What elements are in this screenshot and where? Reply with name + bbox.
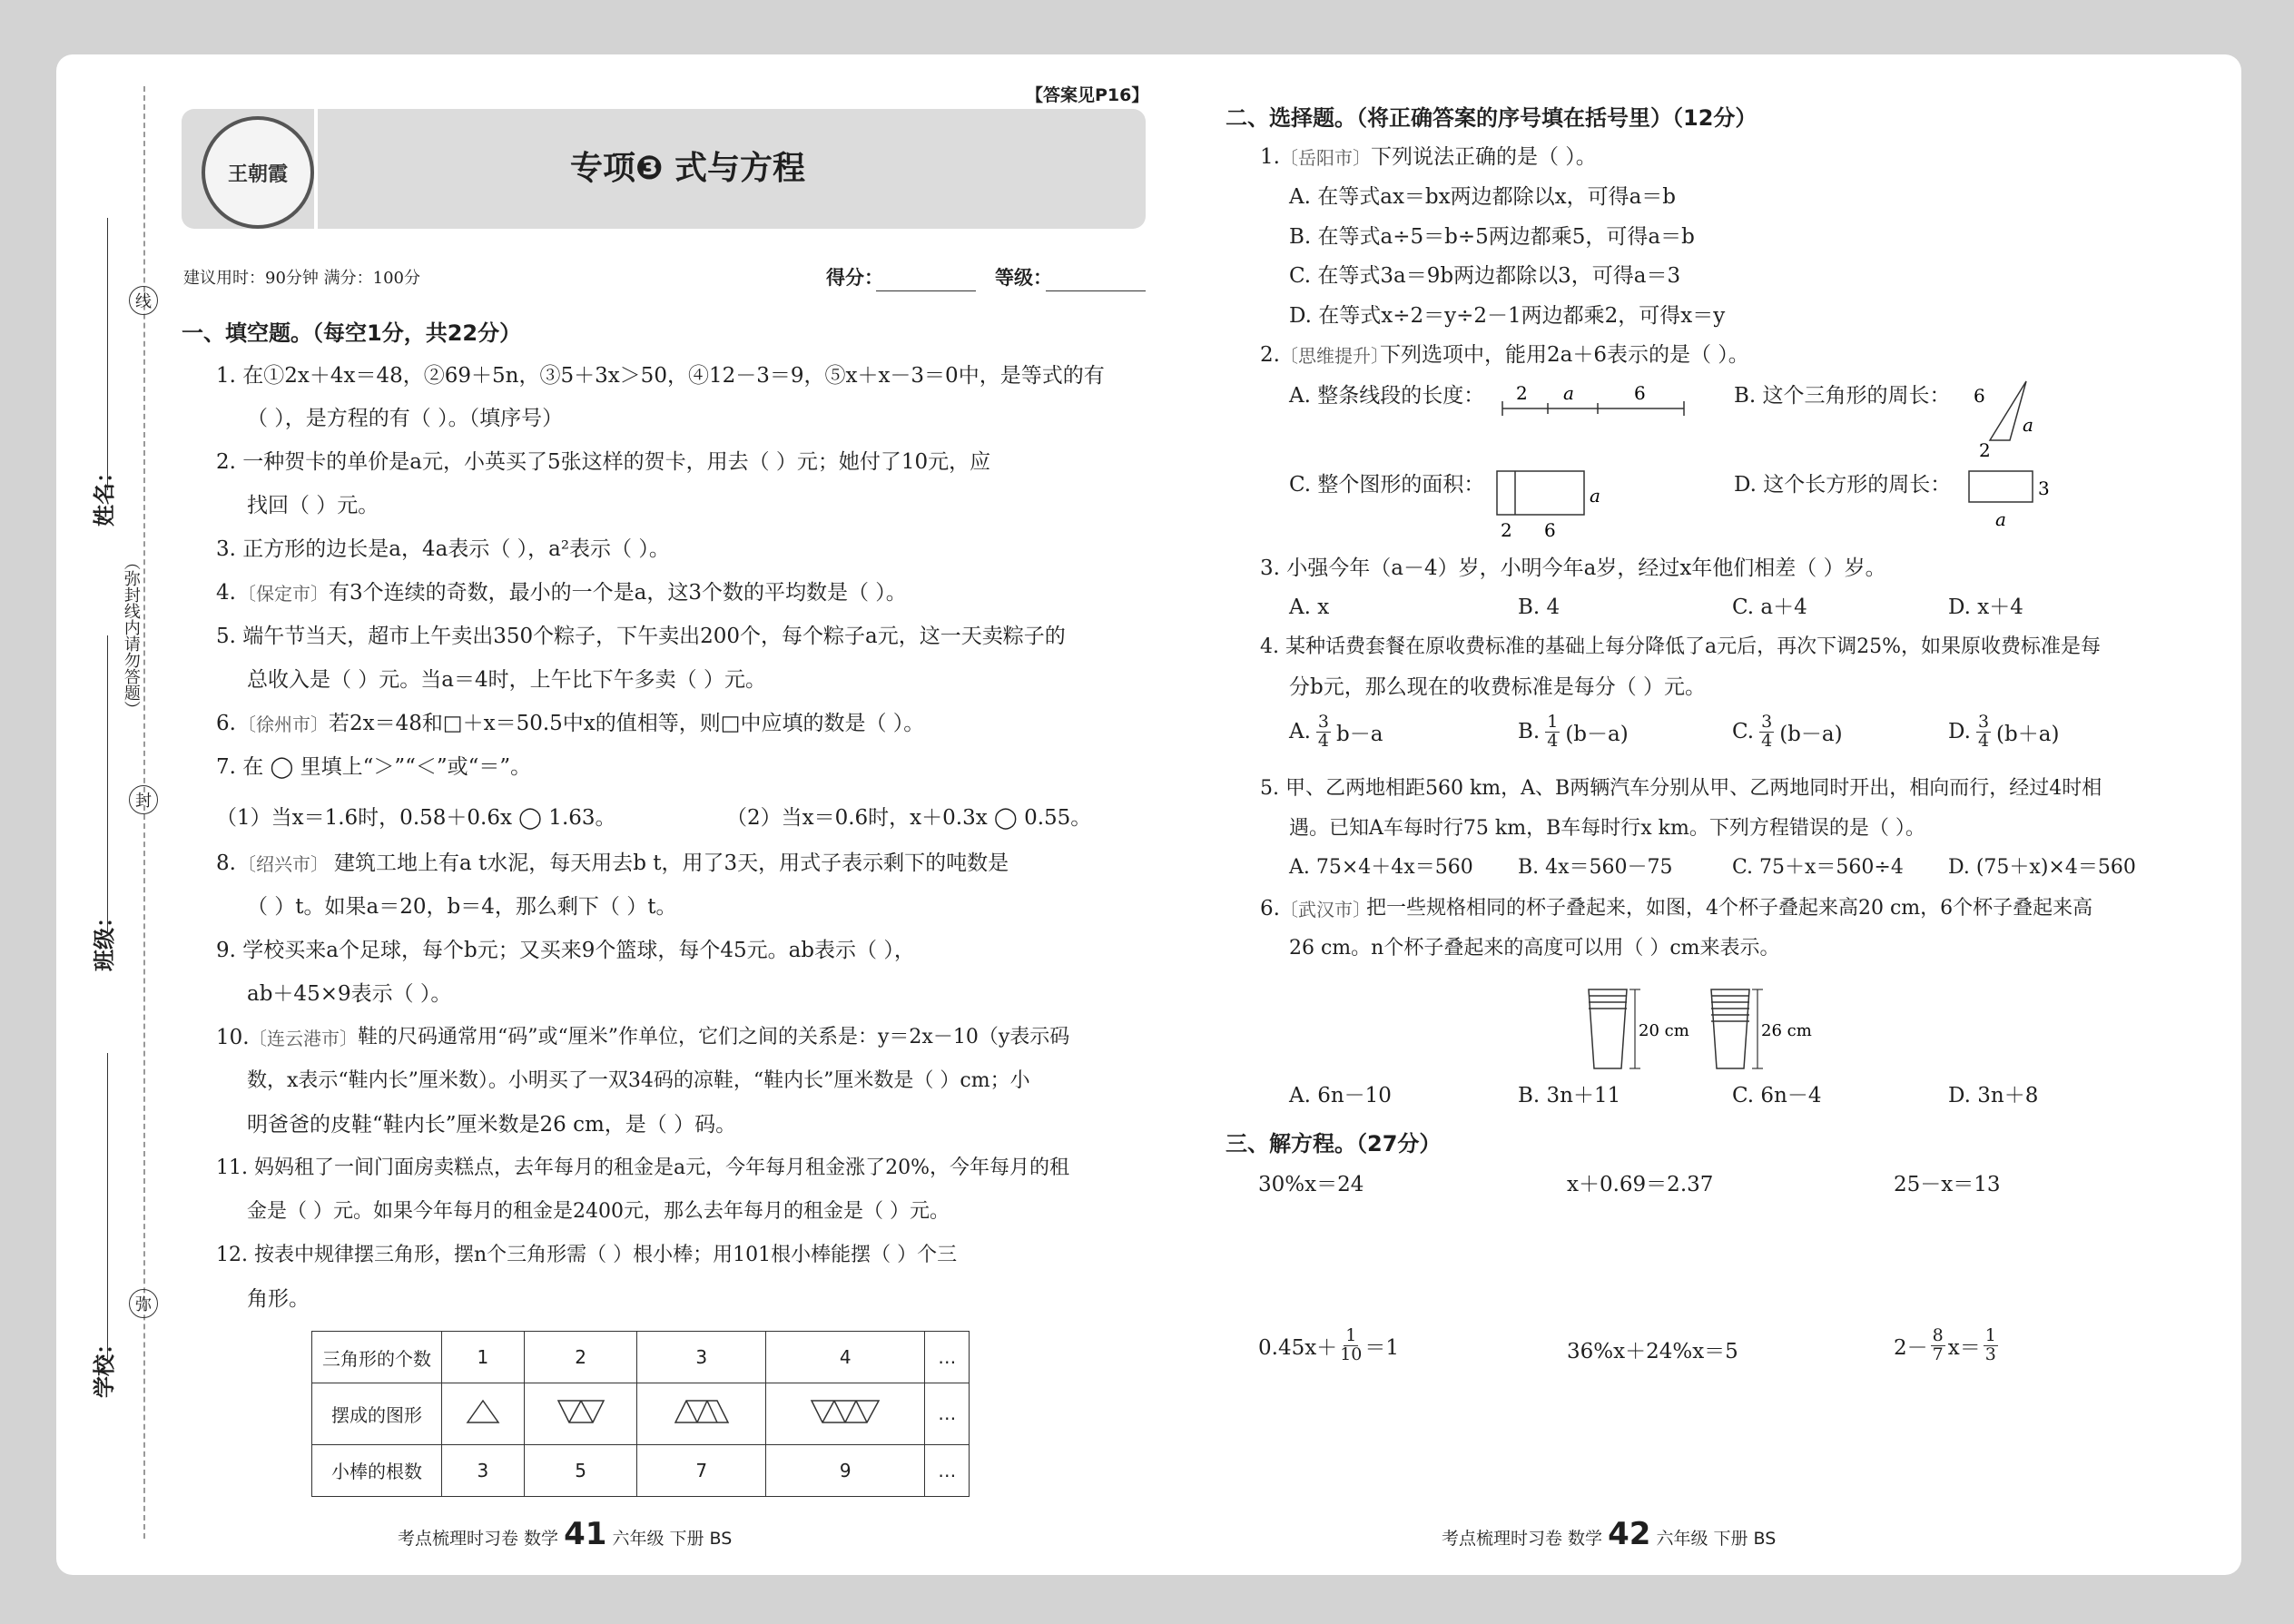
fraction-denominator: 4 <box>1977 730 1990 751</box>
s2-q1-tag: 〔岳阳市〕 <box>1280 147 1371 169</box>
option-expression: b－a <box>1336 722 1383 746</box>
s2-q6-line1: 把一些规格相同的杯子叠起来，如图，4个杯子叠起来高20 cm，6个杯子叠起来高 <box>1366 897 2093 920</box>
s2-q2: 下列选项中，能用2a＋6表示的是（ ）。 <box>1380 343 1749 367</box>
equation-6 <box>1894 1327 2001 1364</box>
s2-q4-option-c <box>1732 714 1843 751</box>
fraction-numerator: 3 <box>1977 712 1990 732</box>
triangle-figure-3 <box>637 1383 766 1445</box>
answer-reference: 【答案见P16】 <box>1026 85 1149 105</box>
footer-right-label: 考点梳理时习卷 数学 <box>1442 1529 1603 1549</box>
stacked-cups-figure <box>1584 985 1838 1076</box>
fraction-denominator: 4 <box>1761 730 1773 751</box>
perimeter-label-3: 3 <box>2038 477 2050 499</box>
s2-q4-option-d <box>1948 714 2059 751</box>
s2-q1-option-a: A. 在等式ax＝bx两边都除以x，可得a＝b <box>1289 185 1677 209</box>
s2-q2-tag: 〔思维提升〕 <box>1280 345 1389 367</box>
s2-q1-option-b: B. 在等式a÷5＝b÷5两边都乘5，可得a＝b <box>1289 225 1695 249</box>
triangle-figure-4 <box>766 1383 925 1445</box>
option-expression: (b－a) <box>1779 722 1843 746</box>
segment-figure <box>1498 381 1689 418</box>
equation-2: x＋0.69＝2.37 <box>1567 1173 1714 1196</box>
table-cell: 5 <box>524 1444 637 1496</box>
s2-q3-option-b: B. 4 <box>1518 595 1561 619</box>
cup-height-26: 26 cm <box>1761 1021 1812 1040</box>
table-cell: 3 <box>637 1332 766 1383</box>
footer-right-rest: 六年级 下册 BS <box>1656 1529 1777 1549</box>
fraction-numerator: 3 <box>1761 712 1773 732</box>
equation-4-post: ＝1 <box>1364 1335 1400 1360</box>
fraction-numerator: 8 <box>1932 1325 1944 1345</box>
table-cell: 4 <box>766 1332 925 1383</box>
s2-q6-line2: 26 cm。n个杯子叠起来的高度可以用（ ）cm来表示。 <box>1289 937 1780 960</box>
triangle-figure <box>1970 377 2043 458</box>
table-cell: … <box>925 1383 970 1445</box>
q12-line1: 12. 按表中规律摆三角形，摆n个三角形需（ ）根小棒；用101根小棒能摆（ ）个三 <box>216 1244 958 1266</box>
s2-q1: 下列说法正确的是（ ）。 <box>1371 145 1597 169</box>
margin-seal-2: 封 <box>129 785 158 814</box>
table-cell: 1 <box>442 1332 525 1383</box>
s2-q4-line2: 分b元，那么现在的收费标准是每分（ ）元。 <box>1289 675 1707 699</box>
s2-q4-line1: 4. 某种话费套餐在原收费标准的基础上每分降低了a元后，再次下调25%，如果原收费标准是每 <box>1260 635 2102 658</box>
q1-line1: 1. 在①2x＋4x＝48，②69＋5n，③5＋3x＞50，④12－3＝9，⑤x＋x－3＝0中，是等式的有 <box>216 364 1105 388</box>
suggest-time: 建议用时：90分钟 满分：100分 <box>183 269 420 288</box>
triangle-label-a: a <box>2023 414 2033 436</box>
s2-q5-option-b: B. 4x＝560－75 <box>1518 856 1673 879</box>
q9-line2: ab＋45×9表示（ ）。 <box>247 982 452 1006</box>
s2-q5-line1: 5. 甲、乙两地相距560 km，A、B两辆汽车分别从甲、乙两地同时开出，相向而行，经过4时相 <box>1260 777 2102 800</box>
page-title: 专项❸ 式与方程 <box>570 150 806 187</box>
fraction-denominator: 7 <box>1932 1343 1944 1364</box>
score-label: 得分： <box>826 267 883 289</box>
footer-left-rest: 六年级 下册 BS <box>612 1529 733 1549</box>
s2-q4-option-b <box>1518 714 1629 751</box>
section1-title: 一、填空题。（每空1分，共22分） <box>182 320 522 346</box>
fraction-numerator: 3 <box>1317 712 1330 732</box>
area-label-a: a <box>1590 485 1600 507</box>
perimeter-label-a: a <box>1995 508 2006 530</box>
q4-tag: 〔保定市〕 <box>238 583 329 605</box>
equation-4 <box>1258 1327 1399 1364</box>
q12-line2: 角形。 <box>247 1287 310 1311</box>
segment-label-2: 2 <box>1516 382 1528 404</box>
margin-seal-1: 线 <box>129 286 158 315</box>
q9-line1: 9. 学校买来a个足球，每个b元；又买来9个篮球，每个45元。ab表示（ ）， <box>216 939 915 962</box>
q5-line2: 总收入是（ ）元。当a＝4时，上午比下午多卖（ ）元。 <box>247 668 766 692</box>
score-blank <box>876 290 976 291</box>
logo-text: 王朝霞 <box>227 162 288 186</box>
s2-q5-line2: 遇。已知A车每时行75 km，B车每时行x km。下列方程错误的是（ ）。 <box>1289 817 1925 840</box>
q8-number: 8. <box>216 851 236 875</box>
q1-line2: （ ），是方程的有（ ）。（填序号） <box>247 407 564 430</box>
s2-q1-number: 1. <box>1260 145 1280 169</box>
fraction-numerator: 1 <box>1984 1325 1996 1345</box>
grade-blank <box>1046 290 1146 291</box>
s2-q5-option-d: D. (75＋x)×4＝560 <box>1948 856 2136 879</box>
margin-name-label: 姓名： <box>92 461 117 527</box>
option-letter: D. <box>1948 720 1971 744</box>
q8-tag: 〔绍兴市〕 <box>238 853 329 875</box>
s2-q2-option-b: B. 这个三角形的周长： <box>1734 384 1951 408</box>
logo-badge <box>202 116 314 229</box>
q7-part1: （1）当x＝1.6时，0.58＋0.6x ◯ 1.63。 <box>216 806 616 830</box>
equation-5: 36%x＋24%x＝5 <box>1567 1340 1738 1363</box>
q2-line1: 2. 一种贺卡的单价是a元，小英买了5张这样的贺卡，用去（ ）元；她付了10元，应 <box>216 450 991 474</box>
q11-line2: 金是（ ）元。如果今年每月的租金是2400元，那么去年每月的租金是（ ）元。 <box>247 1200 950 1223</box>
q10-line1: 鞋的尺码通常用“码”或“厘米”作单位，它们之间的关系是：y＝2x－10（y表示码 <box>358 1026 1070 1048</box>
footer-left-label: 考点梳理时习卷 数学 <box>398 1529 559 1549</box>
table-row <box>312 1444 970 1496</box>
rectangle-area-figure <box>1493 468 1607 540</box>
s2-q6-option-b: B. 3n＋11 <box>1518 1084 1621 1107</box>
table-cell: … <box>925 1332 970 1383</box>
rectangle-perimeter-figure <box>1965 468 2056 531</box>
fraction-denominator: 3 <box>1984 1343 1996 1364</box>
triangle-figure-1 <box>442 1383 525 1445</box>
s2-q1-option-c: C. 在等式3a＝9b两边都除以3，可得a＝3 <box>1289 264 1681 288</box>
footer-right <box>1442 1516 1776 1552</box>
q11-line1: 11. 妈妈租了一间门面房卖糕点，去年每月的租金是a元，今年每月租金涨了20%，今年每月的租 <box>216 1156 1069 1179</box>
table-cell: … <box>925 1444 970 1496</box>
s2-q3-option-d: D. x＋4 <box>1948 595 2023 619</box>
margin-class-line <box>107 635 108 935</box>
s2-q3: 3. 小强今年（a－4）岁，小明今年a岁，经过x年他们相差（ ）岁。 <box>1260 556 1886 580</box>
q4-number: 4. <box>216 581 236 605</box>
margin-school-label: 学校： <box>92 1333 117 1398</box>
s2-q6-tag: 〔武汉市〕 <box>1280 899 1371 920</box>
triangle-figure-2 <box>524 1383 637 1445</box>
page-number-right: 42 <box>1608 1516 1651 1552</box>
q7: 7. 在 ◯ 里填上“＞”“＜”或“＝”。 <box>216 755 532 779</box>
cup-stack-4 <box>1589 989 1689 1068</box>
option-expression: (b＋a) <box>1996 722 2060 746</box>
s2-q5-option-a: A. 75×4＋4x＝560 <box>1289 856 1473 879</box>
table-cell: 三角形的个数 <box>312 1332 442 1383</box>
margin-school-line <box>107 1053 108 1362</box>
equation-1: 30%x＝24 <box>1258 1173 1364 1196</box>
q6-tag: 〔徐州市〕 <box>238 714 329 735</box>
fraction-numerator: 1 <box>1345 1325 1357 1345</box>
q4: 有3个连续的奇数，最小的一个是a，这3个数的平均数是（ ）。 <box>329 581 907 605</box>
q8-line2: （ ）t。如果a＝20，b＝4，那么剩下（ ）t。 <box>247 895 677 919</box>
table-cell: 摆成的图形 <box>312 1383 442 1445</box>
table-cell: 7 <box>637 1444 766 1496</box>
segment-label-6: 6 <box>1634 382 1646 404</box>
section3-title: 三、解方程。（27分） <box>1226 1131 1442 1156</box>
table-cell: 3 <box>442 1444 525 1496</box>
triangle-pattern-table <box>311 1331 970 1497</box>
q3: 3. 正方形的边长是a，4a表示（ ），a²表示（ ）。 <box>216 537 670 561</box>
q10-line2: 数，x表示“鞋内长”厘米数）。小明买了一双34码的凉鞋，“鞋内长”厘米数是（ ）cm；小 <box>247 1069 1030 1092</box>
q10-number: 10. <box>216 1026 250 1049</box>
table-cell: 小棒的根数 <box>312 1444 442 1496</box>
q10-line3: 明爸爸的皮鞋“鞋内长”厘米数是26 cm，是（ ）码。 <box>247 1113 737 1137</box>
q6-number: 6. <box>216 712 236 735</box>
option-letter: C. <box>1732 720 1755 744</box>
triangle-label-2: 2 <box>1979 439 1991 458</box>
logo-divider <box>314 109 318 229</box>
equation-6-mid: x＝ <box>1947 1335 1981 1360</box>
option-expression: (b－a) <box>1565 722 1629 746</box>
table-row <box>312 1332 970 1383</box>
area-label-6: 6 <box>1544 519 1556 540</box>
q10-tag: 〔连云港市〕 <box>249 1028 358 1049</box>
q2-line2: 找回（ ）元。 <box>247 494 379 517</box>
cup-stack-6 <box>1711 989 1812 1068</box>
s2-q2-option-c: C. 整个图形的面积： <box>1289 473 1485 497</box>
page-number-left: 41 <box>564 1516 607 1552</box>
table-cell: 2 <box>524 1332 637 1383</box>
s2-q4-option-a <box>1289 714 1383 751</box>
q6: 若2x＝48和□＋x＝50.5中x的值相等，则□中应填的数是（ ）。 <box>329 712 925 735</box>
s2-q5-option-c: C. 75＋x＝560÷4 <box>1732 856 1904 879</box>
option-letter: B. <box>1518 720 1541 744</box>
triangle-label-6: 6 <box>1974 385 1985 407</box>
fraction-numerator: 1 <box>1547 712 1559 732</box>
margin-class-label: 班级： <box>92 906 117 971</box>
s2-q2-option-d: D. 这个长方形的周长： <box>1734 473 1952 497</box>
s2-q6-option-c: C. 6n－4 <box>1732 1084 1822 1107</box>
s2-q6-number: 6. <box>1260 897 1280 920</box>
margin-note: （弥封线内请勿答题） <box>121 554 141 717</box>
margin-seal-3: 弥 <box>129 1289 158 1318</box>
s2-q3-option-a: A. x <box>1289 595 1330 619</box>
footer-left <box>398 1516 732 1552</box>
table-row <box>312 1383 970 1445</box>
s2-q3-option-c: C. a＋4 <box>1732 595 1807 619</box>
s2-q1-option-d: D. 在等式x÷2＝y÷2－1两边都乘2，可得x＝y <box>1289 304 1726 328</box>
option-letter: A. <box>1289 720 1311 744</box>
margin-name-line <box>107 218 108 490</box>
s2-q6-option-d: D. 3n＋8 <box>1948 1084 2039 1107</box>
q8-line1: 建筑工地上有a t水泥，每天用去b t，用了3天，用式子表示剩下的吨数是 <box>334 851 1009 875</box>
fraction-denominator: 4 <box>1547 730 1559 751</box>
s2-q2-number: 2. <box>1260 343 1280 367</box>
segment-label-a: a <box>1563 382 1574 404</box>
equation-3: 25－x＝13 <box>1894 1173 2001 1196</box>
table-cell: 9 <box>766 1444 925 1496</box>
area-label-2: 2 <box>1501 519 1512 540</box>
section2-title: 二、选择题。（将正确答案的序号填在括号里）（12分） <box>1226 105 1757 131</box>
fraction-denominator: 10 <box>1340 1343 1363 1364</box>
fraction-denominator: 4 <box>1317 730 1330 751</box>
equation-4-pre: 0.45x＋ <box>1258 1335 1338 1360</box>
q5-line1: 5. 端午节当天，超市上午卖出350个粽子，下午卖出200个，每个粽子a元，这一天卖粽子的 <box>216 625 1066 648</box>
q7-part2: （2）当x＝0.6时，x＋0.3x ◯ 0.55。 <box>726 806 1092 830</box>
grade-label: 等级： <box>995 267 1052 289</box>
equation-6-pre: 2－ <box>1894 1335 1928 1360</box>
cup-height-20: 20 cm <box>1639 1021 1689 1040</box>
s2-q6-option-a: A. 6n－10 <box>1289 1084 1392 1107</box>
s2-q2-option-a: A. 整条线段的长度： <box>1289 384 1485 408</box>
